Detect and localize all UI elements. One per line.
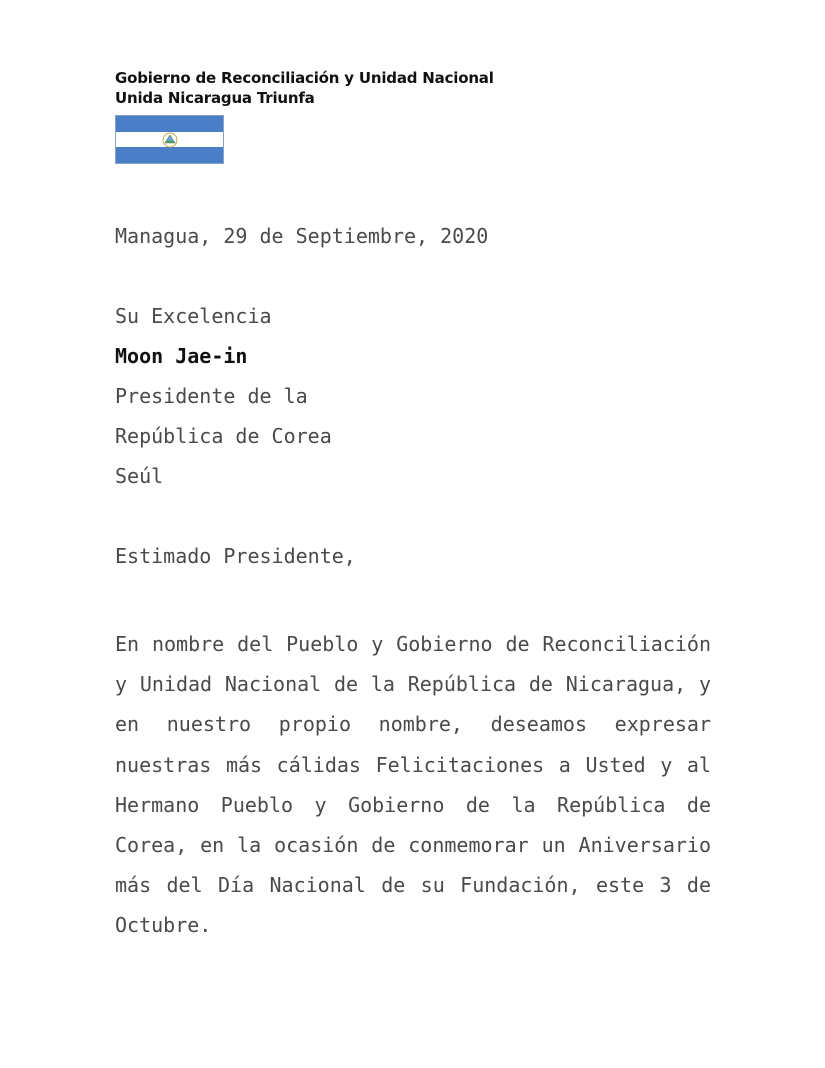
recipient-position-line-2: República de Corea [115, 424, 332, 448]
letter-greeting: Estimado Presidente, [115, 544, 356, 568]
recipient-position-line-1: Presidente de la [115, 384, 308, 408]
letter-body: En nombre del Pueblo y Gobierno de Reconciliación y Unidad Nacional de la República de Nicaragua, y en nuestro propio nombre, deseamos expresar nuestras más cálidas Felicitaciones a Usted y al Hermano Pueblo y Gobierno de la República de Corea, en la ocasión de conmemorar un Aniversario más del Día Nacional de su Fundación, este 3 de Octubre. [115, 632, 711, 938]
recipient-city: Seúl [115, 464, 164, 488]
coat-of-arms-icon [162, 132, 178, 148]
letterhead-line-2: Unida Nicaragua Triunfa [115, 89, 315, 107]
recipient-name: Moon Jae-in [115, 344, 248, 368]
recipient-salutation-title: Su Excelencia [115, 304, 272, 328]
letterhead-line-1: Gobierno de Reconciliación y Unidad Nacional [115, 69, 494, 87]
letter-date: Managua, 29 de Septiembre, 2020 [115, 224, 489, 248]
nicaragua-flag-icon [115, 115, 224, 164]
letterhead [115, 68, 494, 108]
